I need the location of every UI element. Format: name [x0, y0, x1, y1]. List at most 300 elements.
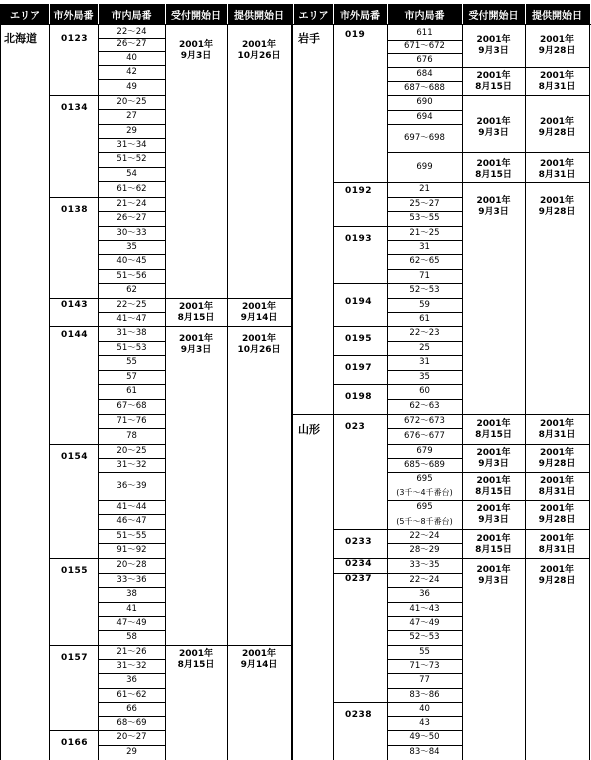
area-code: 0234 [345, 559, 373, 569]
date-teikyo-day: 8月31日 [538, 170, 576, 180]
local-number: 53〜55 [409, 213, 440, 223]
row-divider [387, 602, 462, 603]
date-uketsuke-year: 2001年 [178, 302, 214, 312]
row-divider [98, 152, 165, 153]
local-number: 67〜68 [116, 401, 147, 411]
row-divider [98, 124, 165, 125]
row-divider [293, 414, 387, 415]
local-number: 26〜27 [116, 213, 147, 223]
date-teikyo-year: 2001年 [241, 649, 277, 659]
row-divider [98, 514, 165, 515]
local-number: 20〜27 [116, 732, 147, 742]
local-number: 676〜677 [404, 430, 445, 441]
header-cell: 市内局番 [387, 4, 462, 24]
local-number: 35 [419, 371, 430, 382]
date-uketsuke-day: 8月15日 [475, 545, 512, 555]
row-divider [387, 616, 462, 617]
row-divider [98, 458, 165, 459]
date-uketsuke-year: 2001年 [476, 71, 511, 81]
row-divider [98, 472, 165, 473]
row-divider [49, 95, 165, 96]
date-teikyo-year: 2001年 [539, 419, 575, 429]
date-uketsuke-day: 9月3日 [478, 459, 509, 469]
header-cell: 市内局番 [98, 4, 165, 24]
row-divider [333, 355, 462, 356]
local-number: 51〜55 [116, 530, 147, 541]
row-divider [49, 645, 165, 646]
row-divider [0, 24, 591, 25]
local-number: 26〜27 [116, 39, 147, 49]
area-code: 0144 [61, 330, 89, 340]
area-code: 0138 [61, 205, 89, 215]
local-number: (3千〜4千番台) [396, 488, 453, 497]
row-divider [98, 529, 165, 530]
header-cell: 提供開始日 [525, 4, 589, 24]
date-teikyo-day: 9月14日 [240, 660, 278, 670]
row-divider [98, 745, 165, 746]
row-divider [387, 254, 462, 255]
row-divider [98, 399, 165, 400]
local-number: 51〜53 [116, 342, 147, 353]
row-divider [387, 95, 462, 96]
header-separator [525, 4, 526, 24]
local-number: 20〜25 [116, 445, 147, 456]
date-uketsuke-year: 2001年 [476, 476, 511, 486]
row-divider [98, 79, 165, 80]
row-divider [165, 326, 291, 327]
local-number: 60 [419, 386, 430, 396]
row-divider [333, 182, 462, 183]
area-code: 0157 [61, 653, 89, 663]
header-separator [462, 4, 463, 24]
local-number: 77 [419, 675, 430, 685]
column-divider [165, 24, 166, 760]
local-number: 31 [419, 241, 430, 252]
local-number: 61 [419, 313, 430, 324]
row-divider [387, 312, 462, 313]
date-uketsuke-year: 2001年 [476, 35, 511, 45]
local-number: 41〜44 [116, 501, 147, 512]
local-number: 31〜32 [116, 459, 147, 470]
row-divider [333, 226, 462, 227]
local-number: 29 [126, 747, 137, 757]
row-divider [387, 500, 462, 501]
local-number: 695 [416, 473, 433, 484]
local-number: 36〜39 [116, 480, 147, 491]
local-number: 61〜62 [116, 183, 147, 194]
area-code: 0195 [345, 334, 373, 344]
row-divider [98, 500, 165, 501]
date-teikyo-day: 10月26日 [237, 51, 281, 61]
row-divider [98, 211, 165, 212]
row-divider [333, 702, 462, 703]
column-divider [387, 24, 388, 760]
date-uketsuke-year: 2001年 [178, 649, 214, 659]
local-number: (5千〜8千番台) [396, 516, 453, 526]
local-number: 61 [126, 386, 137, 396]
area-code: 0194 [345, 297, 373, 307]
date-teikyo-day: 9月28日 [538, 128, 576, 138]
header-separator [333, 4, 334, 24]
local-number: 30〜33 [116, 227, 147, 238]
date-teikyo-year: 2001年 [539, 159, 575, 169]
local-number: 55 [419, 646, 430, 657]
local-number: 22〜25 [116, 299, 147, 310]
row-divider [98, 167, 165, 168]
local-number: 22〜23 [409, 328, 440, 338]
column-divider [0, 4, 1, 760]
row-divider [98, 673, 165, 674]
row-divider [98, 51, 165, 52]
date-uketsuke-day: 9月3日 [478, 576, 509, 586]
date-uketsuke-day: 8月15日 [475, 487, 512, 497]
header-cell: 市外局番 [49, 4, 98, 24]
date-uketsuke-year: 2001年 [476, 565, 511, 575]
row-divider [387, 458, 462, 459]
area-code: 0238 [345, 710, 373, 720]
row-divider [98, 138, 165, 139]
local-number: 41〜47 [116, 313, 147, 324]
local-number: 611 [416, 27, 433, 38]
row-divider [98, 616, 165, 617]
local-number: 695 [416, 501, 433, 512]
local-number: 62 [126, 285, 137, 295]
local-number: 40 [419, 703, 430, 714]
local-number: 25〜27 [409, 198, 440, 209]
row-divider [49, 444, 165, 445]
header-separator [387, 4, 388, 24]
row-divider [387, 745, 462, 746]
local-number: 671〜672 [404, 41, 445, 51]
row-divider [98, 240, 165, 241]
row-divider [333, 558, 462, 559]
header-cell: 提供開始日 [227, 4, 291, 24]
date-teikyo-day: 9月28日 [538, 459, 576, 469]
date-uketsuke-year: 2001年 [476, 196, 511, 206]
local-number: 51〜56 [116, 270, 147, 281]
row-divider [387, 645, 462, 646]
local-number: 41〜43 [409, 603, 440, 614]
row-divider [333, 326, 462, 327]
area-code: 0166 [61, 738, 89, 748]
local-number: 57 [126, 371, 137, 382]
row-divider [98, 414, 165, 415]
column-divider [589, 4, 590, 760]
date-uketsuke-year: 2001年 [476, 419, 511, 429]
row-divider [333, 529, 462, 530]
date-teikyo-year: 2001年 [539, 565, 575, 575]
date-teikyo-day: 8月31日 [538, 430, 576, 440]
area-code: 0192 [345, 186, 373, 196]
local-number: 22〜24 [409, 574, 440, 585]
local-number: 83〜86 [409, 689, 440, 700]
date-uketsuke-year: 2001年 [476, 117, 511, 127]
local-number: 59 [419, 299, 430, 310]
date-uketsuke-day: 9月3日 [478, 128, 509, 138]
date-teikyo-year: 2001年 [539, 117, 575, 127]
local-number: 31〜38 [116, 328, 147, 338]
local-number: 61〜62 [116, 689, 147, 700]
area-code: 0198 [345, 392, 373, 402]
local-number: 31 [419, 357, 430, 367]
date-uketsuke-day: 8月15日 [475, 430, 512, 440]
row-divider [49, 197, 165, 198]
local-number: 679 [416, 445, 433, 456]
local-number: 71〜76 [116, 415, 147, 426]
date-uketsuke-year: 2001年 [178, 40, 214, 50]
row-divider [49, 326, 165, 327]
date-teikyo-day: 9月28日 [538, 207, 576, 217]
column-divider [333, 24, 334, 760]
row-divider [98, 659, 165, 660]
header-separator [49, 4, 50, 24]
row-divider [49, 558, 165, 559]
local-number: 672〜673 [404, 415, 445, 426]
local-number: 20〜25 [116, 96, 147, 107]
row-divider [49, 298, 165, 299]
area-code: 019 [345, 30, 366, 40]
local-number: 29 [126, 125, 137, 136]
row-divider [98, 428, 165, 429]
local-number: 36 [419, 589, 430, 599]
date-teikyo-day: 9月28日 [538, 515, 576, 525]
local-number: 684 [416, 68, 433, 79]
row-divider [98, 269, 165, 270]
date-uketsuke-day: 8月15日 [475, 170, 512, 180]
row-divider [98, 65, 165, 66]
date-uketsuke-day: 9月3日 [478, 207, 509, 217]
row-divider [387, 730, 462, 731]
header-cell: エリア [1, 4, 49, 24]
local-number: 51〜52 [116, 154, 147, 164]
local-number: 42 [126, 66, 137, 77]
row-divider [387, 269, 462, 270]
row-divider [98, 630, 165, 631]
date-teikyo-day: 9月28日 [538, 46, 576, 56]
local-number: 33〜35 [409, 560, 440, 570]
row-divider [387, 587, 462, 588]
date-teikyo-day: 10月26日 [237, 345, 281, 355]
local-number: 49〜50 [409, 732, 440, 742]
local-number: 21 [419, 184, 430, 194]
date-teikyo-year: 2001年 [539, 71, 575, 81]
row-divider [387, 124, 462, 125]
local-number: 52〜53 [409, 632, 440, 642]
row-divider [98, 384, 165, 385]
row-divider [98, 716, 165, 717]
local-number: 36 [126, 675, 137, 685]
local-number: 71 [419, 270, 430, 281]
row-divider [387, 673, 462, 674]
area-code: 0237 [345, 574, 373, 584]
date-teikyo-year: 2001年 [539, 448, 575, 458]
row-divider [387, 399, 462, 400]
area-code: 0134 [61, 103, 89, 113]
row-divider [387, 472, 462, 473]
row-divider [387, 298, 462, 299]
area-code: 0155 [61, 566, 89, 576]
local-number: 22〜24 [116, 26, 147, 37]
local-number: 22〜24 [409, 530, 440, 541]
date-uketsuke-day: 8月15日 [177, 660, 215, 670]
header-separator [98, 4, 99, 24]
local-number: 54 [126, 168, 137, 179]
area-name: 北海道 [4, 32, 37, 45]
local-number: 62〜63 [409, 401, 440, 411]
local-number: 27 [126, 111, 137, 121]
header-cell: 受付開始日 [462, 4, 525, 24]
date-uketsuke-day: 9月3日 [478, 46, 509, 56]
local-number: 40 [126, 52, 137, 63]
area-code: 023 [345, 422, 366, 432]
row-divider [98, 587, 165, 588]
date-uketsuke-year: 2001年 [476, 504, 511, 514]
header-separator [165, 4, 166, 24]
local-number: 91〜92 [116, 545, 147, 555]
row-divider [387, 197, 462, 198]
area-code: 0154 [61, 452, 89, 462]
header-cell: 市外局番 [333, 4, 387, 24]
area-name: 山形 [298, 423, 320, 436]
row-divider [387, 659, 462, 660]
date-uketsuke-day: 8月15日 [177, 313, 215, 323]
local-number: 21〜26 [116, 646, 147, 657]
row-divider [387, 428, 462, 429]
date-teikyo-year: 2001年 [539, 504, 575, 514]
row-divider [387, 67, 462, 68]
date-uketsuke-year: 2001年 [178, 334, 214, 344]
header-cell: 受付開始日 [165, 4, 227, 24]
row-divider [387, 40, 462, 41]
local-number: 68〜69 [116, 717, 147, 728]
local-number: 46〜47 [116, 516, 147, 526]
header-cell: エリア [294, 4, 333, 24]
date-teikyo-day: 8月31日 [538, 82, 576, 92]
row-divider [98, 38, 165, 39]
local-number: 71〜73 [409, 660, 440, 671]
row-divider [387, 444, 462, 445]
row-divider [98, 341, 165, 342]
local-number: 62〜65 [409, 256, 440, 266]
column-divider [291, 4, 293, 760]
column-divider [462, 24, 463, 760]
local-number: 47〜49 [409, 617, 440, 628]
row-divider [387, 152, 462, 153]
date-teikyo-day: 8月31日 [538, 487, 576, 497]
row-divider [387, 688, 462, 689]
local-number: 25 [419, 342, 430, 353]
area-code: 0123 [61, 34, 89, 44]
local-number: 21〜24 [116, 198, 147, 209]
row-divider [98, 109, 165, 110]
header-separator [227, 4, 228, 24]
date-teikyo-day: 9月14日 [240, 313, 278, 323]
row-divider [165, 645, 291, 646]
date-teikyo-year: 2001年 [539, 476, 575, 486]
date-teikyo-day: 8月31日 [538, 545, 576, 555]
local-number: 78 [126, 430, 137, 441]
row-divider [387, 341, 462, 342]
date-teikyo-year: 2001年 [241, 334, 277, 344]
row-divider [98, 602, 165, 603]
row-divider [98, 355, 165, 356]
local-number: 58 [126, 632, 137, 642]
local-number: 52〜53 [409, 285, 440, 295]
row-divider [98, 702, 165, 703]
row-divider [387, 716, 462, 717]
local-number: 21〜25 [409, 227, 440, 238]
local-number: 690 [416, 97, 433, 107]
row-divider [98, 573, 165, 574]
local-number: 35 [126, 241, 137, 252]
local-number: 699 [416, 161, 433, 172]
date-teikyo-year: 2001年 [539, 196, 575, 206]
local-number: 49 [126, 81, 137, 92]
column-divider [98, 24, 99, 760]
row-divider [387, 110, 462, 111]
row-divider [98, 543, 165, 544]
local-number: 694 [416, 111, 433, 122]
row-divider [387, 240, 462, 241]
column-divider [525, 24, 526, 760]
area-code: 0143 [61, 300, 89, 310]
local-number: 676 [416, 54, 433, 65]
column-divider [227, 24, 228, 760]
local-number: 40〜45 [116, 256, 147, 266]
area-code: 0193 [345, 234, 373, 244]
area-code: 0233 [345, 537, 373, 547]
local-number: 687〜688 [404, 82, 445, 93]
date-uketsuke-day: 9月3日 [478, 515, 509, 525]
local-number: 43 [419, 717, 430, 728]
date-uketsuke-day: 9月3日 [180, 51, 212, 61]
local-number: 31〜34 [116, 139, 147, 150]
date-uketsuke-day: 8月15日 [475, 82, 512, 92]
row-divider [387, 211, 462, 212]
row-divider [98, 283, 165, 284]
local-number: 697〜698 [404, 132, 445, 143]
row-divider [165, 298, 291, 299]
row-divider [98, 226, 165, 227]
row-divider [387, 81, 462, 82]
date-teikyo-year: 2001年 [241, 40, 277, 50]
local-number: 66 [126, 703, 137, 714]
row-divider [98, 688, 165, 689]
date-teikyo-day: 9月28日 [538, 576, 576, 586]
local-number: 41 [126, 603, 137, 614]
row-divider [333, 384, 462, 385]
row-divider [387, 630, 462, 631]
date-uketsuke-year: 2001年 [476, 448, 511, 458]
row-divider [98, 370, 165, 371]
local-number: 685〜689 [404, 459, 445, 470]
local-number: 20〜28 [116, 560, 147, 570]
local-number: 55 [126, 357, 137, 367]
row-divider [387, 543, 462, 544]
row-divider [98, 254, 165, 255]
date-uketsuke-year: 2001年 [476, 534, 511, 544]
date-uketsuke-day: 9月3日 [180, 345, 212, 355]
row-divider [387, 370, 462, 371]
row-divider [333, 283, 462, 284]
local-number: 38 [126, 589, 137, 599]
local-number: 33〜36 [116, 574, 147, 585]
date-teikyo-year: 2001年 [539, 534, 575, 544]
row-divider [387, 53, 462, 54]
date-teikyo-year: 2001年 [241, 302, 277, 312]
date-teikyo-year: 2001年 [539, 35, 575, 45]
date-uketsuke-year: 2001年 [476, 159, 511, 169]
